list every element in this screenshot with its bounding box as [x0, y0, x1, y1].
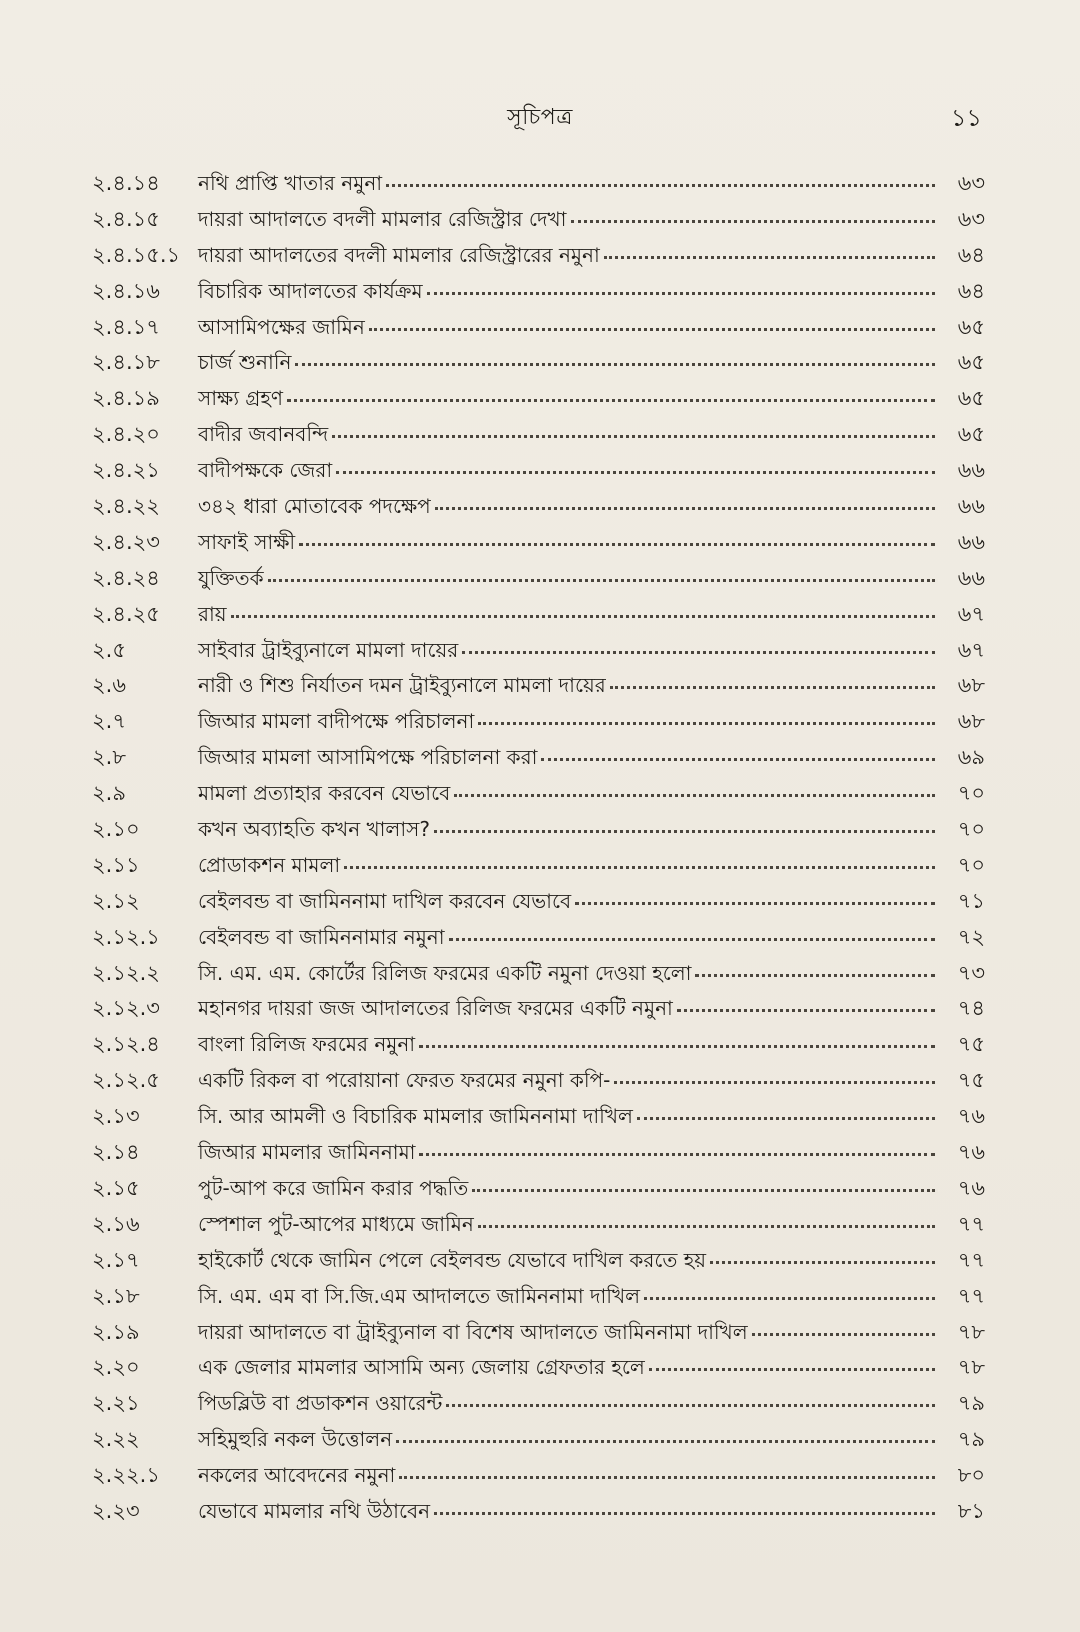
dot-leader — [695, 966, 935, 977]
toc-entry-title: প্রোডাকশন মামলা — [198, 852, 341, 877]
dot-leader — [752, 1325, 935, 1336]
toc-entry-page: ৬৭ — [957, 601, 985, 626]
toc-entry-title: বাংলা রিলিজ ফরমের নমুনা — [198, 1032, 416, 1057]
toc-entry-page: ৭৩ — [957, 960, 985, 985]
toc-entry — [92, 1494, 985, 1530]
toc-entry-page: ৭৫ — [957, 1068, 985, 1093]
toc-entry-title: যেভাবে মামলার নথি উঠাবেন — [198, 1498, 431, 1523]
toc-entry-page: ৬৫ — [957, 386, 985, 411]
toc-entry-number: ২.৪.২২ — [92, 494, 160, 519]
toc-entry — [92, 740, 985, 776]
page-title: সূচিপত্র — [507, 105, 573, 130]
toc-entry-number: ২.৪.২০ — [92, 422, 160, 447]
dot-leader — [295, 355, 935, 366]
toc-entry-page: ৭৭ — [957, 1211, 985, 1236]
toc-entry-page: ৭৬ — [957, 1140, 985, 1165]
toc-entry — [92, 417, 985, 453]
toc-entry-title: ৩৪২ ধারা মোতাবেক পদক্ষেপ — [198, 494, 431, 519]
toc-entry — [92, 345, 985, 381]
toc-entry-number: ২.৪.১৬ — [92, 278, 160, 303]
toc-entry — [92, 1422, 985, 1458]
toc-entry-page: ৭০ — [957, 781, 985, 806]
dot-leader — [571, 212, 936, 223]
toc-entry-number: ২.৪.২১ — [92, 458, 160, 483]
toc-entry — [92, 453, 985, 489]
toc-entry-page: ৬৬ — [957, 565, 985, 590]
toc-entry-number: ২.৪.১৯ — [92, 386, 160, 411]
toc-entry-page: ৭১ — [957, 888, 985, 913]
toc-entry-number: ২.১৬ — [92, 1211, 140, 1236]
toc-entry-page: ৭০ — [957, 852, 985, 877]
toc-entry-page: ৭০ — [957, 817, 985, 842]
toc-entry — [92, 812, 985, 848]
toc-entry-number: ২.১৮ — [92, 1283, 140, 1308]
dot-leader — [434, 1504, 935, 1515]
toc-entry — [92, 991, 985, 1027]
toc-entry-number: ২.৪.১৭ — [92, 314, 160, 339]
toc-entry-number: ২.১৫ — [92, 1175, 140, 1200]
dot-leader — [231, 607, 935, 618]
toc-entry-number: ২.৪.২৫ — [92, 601, 160, 626]
toc-entry-title: সি. এম. এম. কোর্টের রিলিজ ফরমের একটি নমুনা দেওয়া হলো — [198, 960, 692, 985]
toc-entry-title: বেইলবন্ড বা জামিননামার নমুনা — [198, 924, 445, 949]
toc-entry — [92, 1171, 985, 1207]
table-of-contents — [92, 166, 985, 1530]
dot-leader — [478, 714, 935, 725]
toc-entry-number: ২.১৪ — [92, 1140, 140, 1165]
toc-entry — [92, 1063, 985, 1099]
toc-entry-page: ৭৭ — [957, 1283, 985, 1308]
toc-entry-number: ২.১৭ — [92, 1247, 140, 1272]
dot-leader — [299, 535, 935, 546]
toc-entry-number: ২.১২.১ — [92, 924, 160, 949]
dot-leader — [637, 1109, 935, 1120]
toc-entry-page: ৬৪ — [957, 278, 985, 303]
toc-entry — [92, 668, 985, 704]
dot-leader — [332, 427, 935, 438]
toc-entry — [92, 1315, 985, 1351]
toc-entry-title: কখন অব্যাহতি কখন খালাস? — [198, 817, 430, 842]
dot-leader — [287, 391, 935, 402]
toc-entry-number: ২.১২.২ — [92, 960, 160, 985]
dot-leader — [462, 643, 935, 654]
toc-entry-page: ৭৫ — [957, 1032, 985, 1057]
dot-leader — [677, 1001, 935, 1012]
toc-entry-number: ২.২৩ — [92, 1498, 140, 1523]
toc-entry-page: ৬৫ — [957, 350, 985, 375]
toc-entry-page: ৬৫ — [957, 422, 985, 447]
toc-entry-number: ২.৯ — [92, 781, 126, 806]
toc-entry-page: ৭২ — [957, 924, 985, 949]
toc-entry — [92, 489, 985, 525]
toc-entry-number: ২.১০ — [92, 817, 140, 842]
toc-entry-number: ২.৪.১৮ — [92, 350, 160, 375]
toc-entry-title: নকলের আবেদনের নমুনা — [198, 1463, 396, 1488]
toc-entry-number: ২.৬ — [92, 673, 126, 698]
toc-entry-title: যুক্তিতর্ক — [198, 565, 264, 590]
toc-entry-title: হাইকোর্ট থেকে জামিন পেলে বেইলবন্ড যেভাবে দাখিল করতে হয় — [198, 1247, 707, 1272]
toc-entry-page: ৭৯ — [957, 1391, 985, 1416]
toc-entry-page: ৭৭ — [957, 1247, 985, 1272]
toc-entry-number: ২.১১ — [92, 852, 140, 877]
toc-entry-page: ৭৪ — [957, 996, 985, 1021]
toc-entry-page: ৬৮ — [957, 673, 985, 698]
dot-leader — [454, 786, 935, 797]
toc-entry-page: ৬৩ — [957, 206, 985, 231]
toc-entry — [92, 776, 985, 812]
toc-entry — [92, 525, 985, 561]
toc-entry-page: ৭৮ — [957, 1355, 985, 1380]
toc-entry — [92, 597, 985, 633]
dot-leader — [344, 858, 935, 869]
toc-entry-title: বাদীর জবানবন্দি — [198, 422, 329, 447]
toc-entry — [92, 238, 985, 274]
toc-entry — [92, 310, 985, 346]
toc-entry-page: ৬৫ — [957, 314, 985, 339]
toc-entry — [92, 1027, 985, 1063]
toc-entry — [92, 1386, 985, 1422]
toc-entry-page: ৭৬ — [957, 1104, 985, 1129]
toc-entry — [92, 166, 985, 202]
toc-entry-number: ২.২২ — [92, 1427, 140, 1452]
toc-entry-page: ৬৬ — [957, 529, 985, 554]
toc-entry-number: ২.২১ — [92, 1391, 140, 1416]
toc-entry — [92, 1458, 985, 1494]
toc-entry-title: মহানগর দায়রা জজ আদালতের রিলিজ ফরমের একটি নমুনা — [198, 996, 673, 1021]
toc-entry-page: ৬৯ — [957, 745, 985, 770]
toc-entry-number: ২.৪.২৩ — [92, 529, 160, 554]
toc-entry-number: ২.৮ — [92, 745, 126, 770]
toc-entry-title: এক জেলার মামলার আসামি অন্য জেলায় গ্রেফতার হলে — [198, 1355, 645, 1380]
toc-entry-title: বেইলবন্ড বা জামিননামা দাখিল করবেন যেভাবে — [198, 888, 572, 913]
toc-entry-page: ৮১ — [957, 1498, 985, 1523]
toc-entry-title: সি. আর আমলী ও বিচারিক মামলার জামিননামা দাখিল — [198, 1104, 633, 1129]
toc-entry-title: পিডব্লিউ বা প্রডাকশন ওয়ারেন্ট — [198, 1391, 443, 1416]
dot-leader — [604, 248, 935, 259]
toc-entry-title: চার্জ শুনানি — [198, 350, 292, 375]
toc-entry — [92, 1243, 985, 1279]
dot-leader — [614, 1073, 935, 1084]
page-number: ১১ — [950, 104, 982, 132]
toc-entry-number: ২.৭ — [92, 709, 126, 734]
toc-entry — [92, 274, 985, 310]
toc-entry — [92, 1279, 985, 1315]
toc-entry — [92, 381, 985, 417]
toc-entry-number: ২.২২.১ — [92, 1463, 160, 1488]
toc-entry-title: দায়রা আদালতে বদলী মামলার রেজিস্ট্রার দেখা — [198, 206, 567, 231]
dot-leader — [449, 930, 935, 941]
toc-entry-page: ৮০ — [957, 1463, 985, 1488]
dot-leader — [434, 822, 935, 833]
dot-leader — [427, 284, 935, 295]
dot-leader — [541, 750, 935, 761]
toc-entry-page: ৬৬ — [957, 458, 985, 483]
toc-entry-title: একটি রিকল বা পরোয়ানা ফেরত ফরমের নমুনা কপি- — [198, 1068, 611, 1093]
toc-entry — [92, 704, 985, 740]
toc-entry-title: জিআর মামলা আসামিপক্ষে পরিচালনা করা — [198, 745, 538, 770]
toc-entry-page: ৬৮ — [957, 709, 985, 734]
toc-entry-title: দায়রা আদালতে বা ট্রাইব্যুনাল বা বিশেষ আদালতে জামিননামা দাখিল — [198, 1319, 748, 1344]
toc-entry-title: স্পেশাল পুট-আপের মাধ্যমে জামিন — [198, 1211, 474, 1236]
dot-leader — [575, 894, 935, 905]
toc-entry-title: বাদীপক্ষকে জেরা — [198, 458, 333, 483]
toc-entry-number: ২.১৯ — [92, 1319, 140, 1344]
dot-leader — [478, 1217, 935, 1228]
dot-leader — [446, 1396, 935, 1407]
toc-entry — [92, 1350, 985, 1386]
toc-entry-page: ৭৯ — [957, 1427, 985, 1452]
toc-entry-title: নথি প্রাপ্তি খাতার নমুনা — [198, 171, 383, 195]
toc-entry-title: পুট-আপ করে জামিন করার পদ্ধতি — [198, 1175, 469, 1200]
toc-entry — [92, 1207, 985, 1243]
toc-entry — [92, 920, 985, 956]
toc-entry-page: ৬৪ — [957, 242, 985, 267]
dot-leader — [710, 1253, 935, 1264]
dot-leader — [369, 320, 935, 331]
dot-leader — [419, 1037, 935, 1048]
toc-entry — [92, 1099, 985, 1135]
toc-entry — [92, 884, 985, 920]
dot-leader — [396, 1432, 935, 1443]
toc-entry-number: ২.৪.১৫.১ — [92, 242, 181, 267]
toc-entry-number: ২.১২ — [92, 888, 140, 913]
toc-entry-page: ৬৭ — [957, 637, 985, 662]
dot-leader — [610, 678, 935, 689]
toc-entry-number: ২.৪.১৫ — [92, 206, 160, 231]
toc-entry-number: ২.১৩ — [92, 1104, 140, 1129]
toc-entry — [92, 633, 985, 669]
toc-entry-title: জিআর মামলা বাদীপক্ষে পরিচালনা — [198, 709, 475, 734]
toc-entry-title: বিচারিক আদালতের কার্যক্রম — [198, 278, 423, 303]
toc-entry-number: ২.৪.২৪ — [92, 565, 160, 590]
toc-entry-number: ২.৪.১৪ — [92, 171, 160, 195]
dot-leader — [386, 176, 935, 187]
toc-entry-title: সি. এম. এম বা সি.জি.এম আদালতে জামিননামা দাখিল — [198, 1283, 641, 1308]
dot-leader — [336, 463, 935, 474]
toc-entry-title: নারী ও শিশু নির্যাতন দমন ট্রাইব্যুনালে মামলা দায়ের — [198, 673, 606, 698]
toc-entry-title: জিআর মামলার জামিননামা — [198, 1140, 416, 1165]
toc-entry-title: মামলা প্রত্যাহার করবেন যেভাবে — [198, 781, 451, 806]
toc-entry-page: ৬৬ — [957, 494, 985, 519]
dot-leader — [419, 1145, 935, 1156]
toc-entry-title: সাক্ষ্য গ্রহণ — [198, 386, 283, 411]
toc-entry-title: সাইবার ট্রাইব্যুনালে মামলা দায়ের — [198, 637, 459, 662]
dot-leader — [268, 571, 935, 582]
toc-entry-title: আসামিপক্ষের জামিন — [198, 314, 365, 339]
toc-entry — [92, 561, 985, 597]
toc-entry-title: সহিমুহুরি নকল উত্তোলন — [198, 1427, 393, 1452]
toc-entry-title: রায় — [198, 601, 227, 626]
dot-leader — [644, 1289, 935, 1300]
toc-entry — [92, 848, 985, 884]
toc-entry-number: ২.২০ — [92, 1355, 140, 1380]
toc-entry-number: ২.৫ — [92, 637, 126, 662]
toc-entry-page: ৬৩ — [957, 171, 985, 195]
dot-leader — [399, 1468, 935, 1479]
toc-entry — [92, 1135, 985, 1171]
dot-leader — [435, 499, 935, 510]
toc-entry-page: ৭৬ — [957, 1175, 985, 1200]
toc-entry — [92, 956, 985, 992]
toc-entry-title: দায়রা আদালতের বদলী মামলার রেজিস্ট্রারের নমুনা — [198, 242, 600, 267]
toc-entry-number: ২.১২.৫ — [92, 1068, 160, 1093]
toc-entry — [92, 202, 985, 238]
toc-entry-title: সাফাই সাক্ষী — [198, 529, 296, 554]
dot-leader — [472, 1181, 935, 1192]
toc-entry-number: ২.১২.৪ — [92, 1032, 160, 1057]
toc-entry-page: ৭৮ — [957, 1319, 985, 1344]
toc-entry-number: ২.১২.৩ — [92, 996, 160, 1021]
dot-leader — [649, 1360, 935, 1371]
